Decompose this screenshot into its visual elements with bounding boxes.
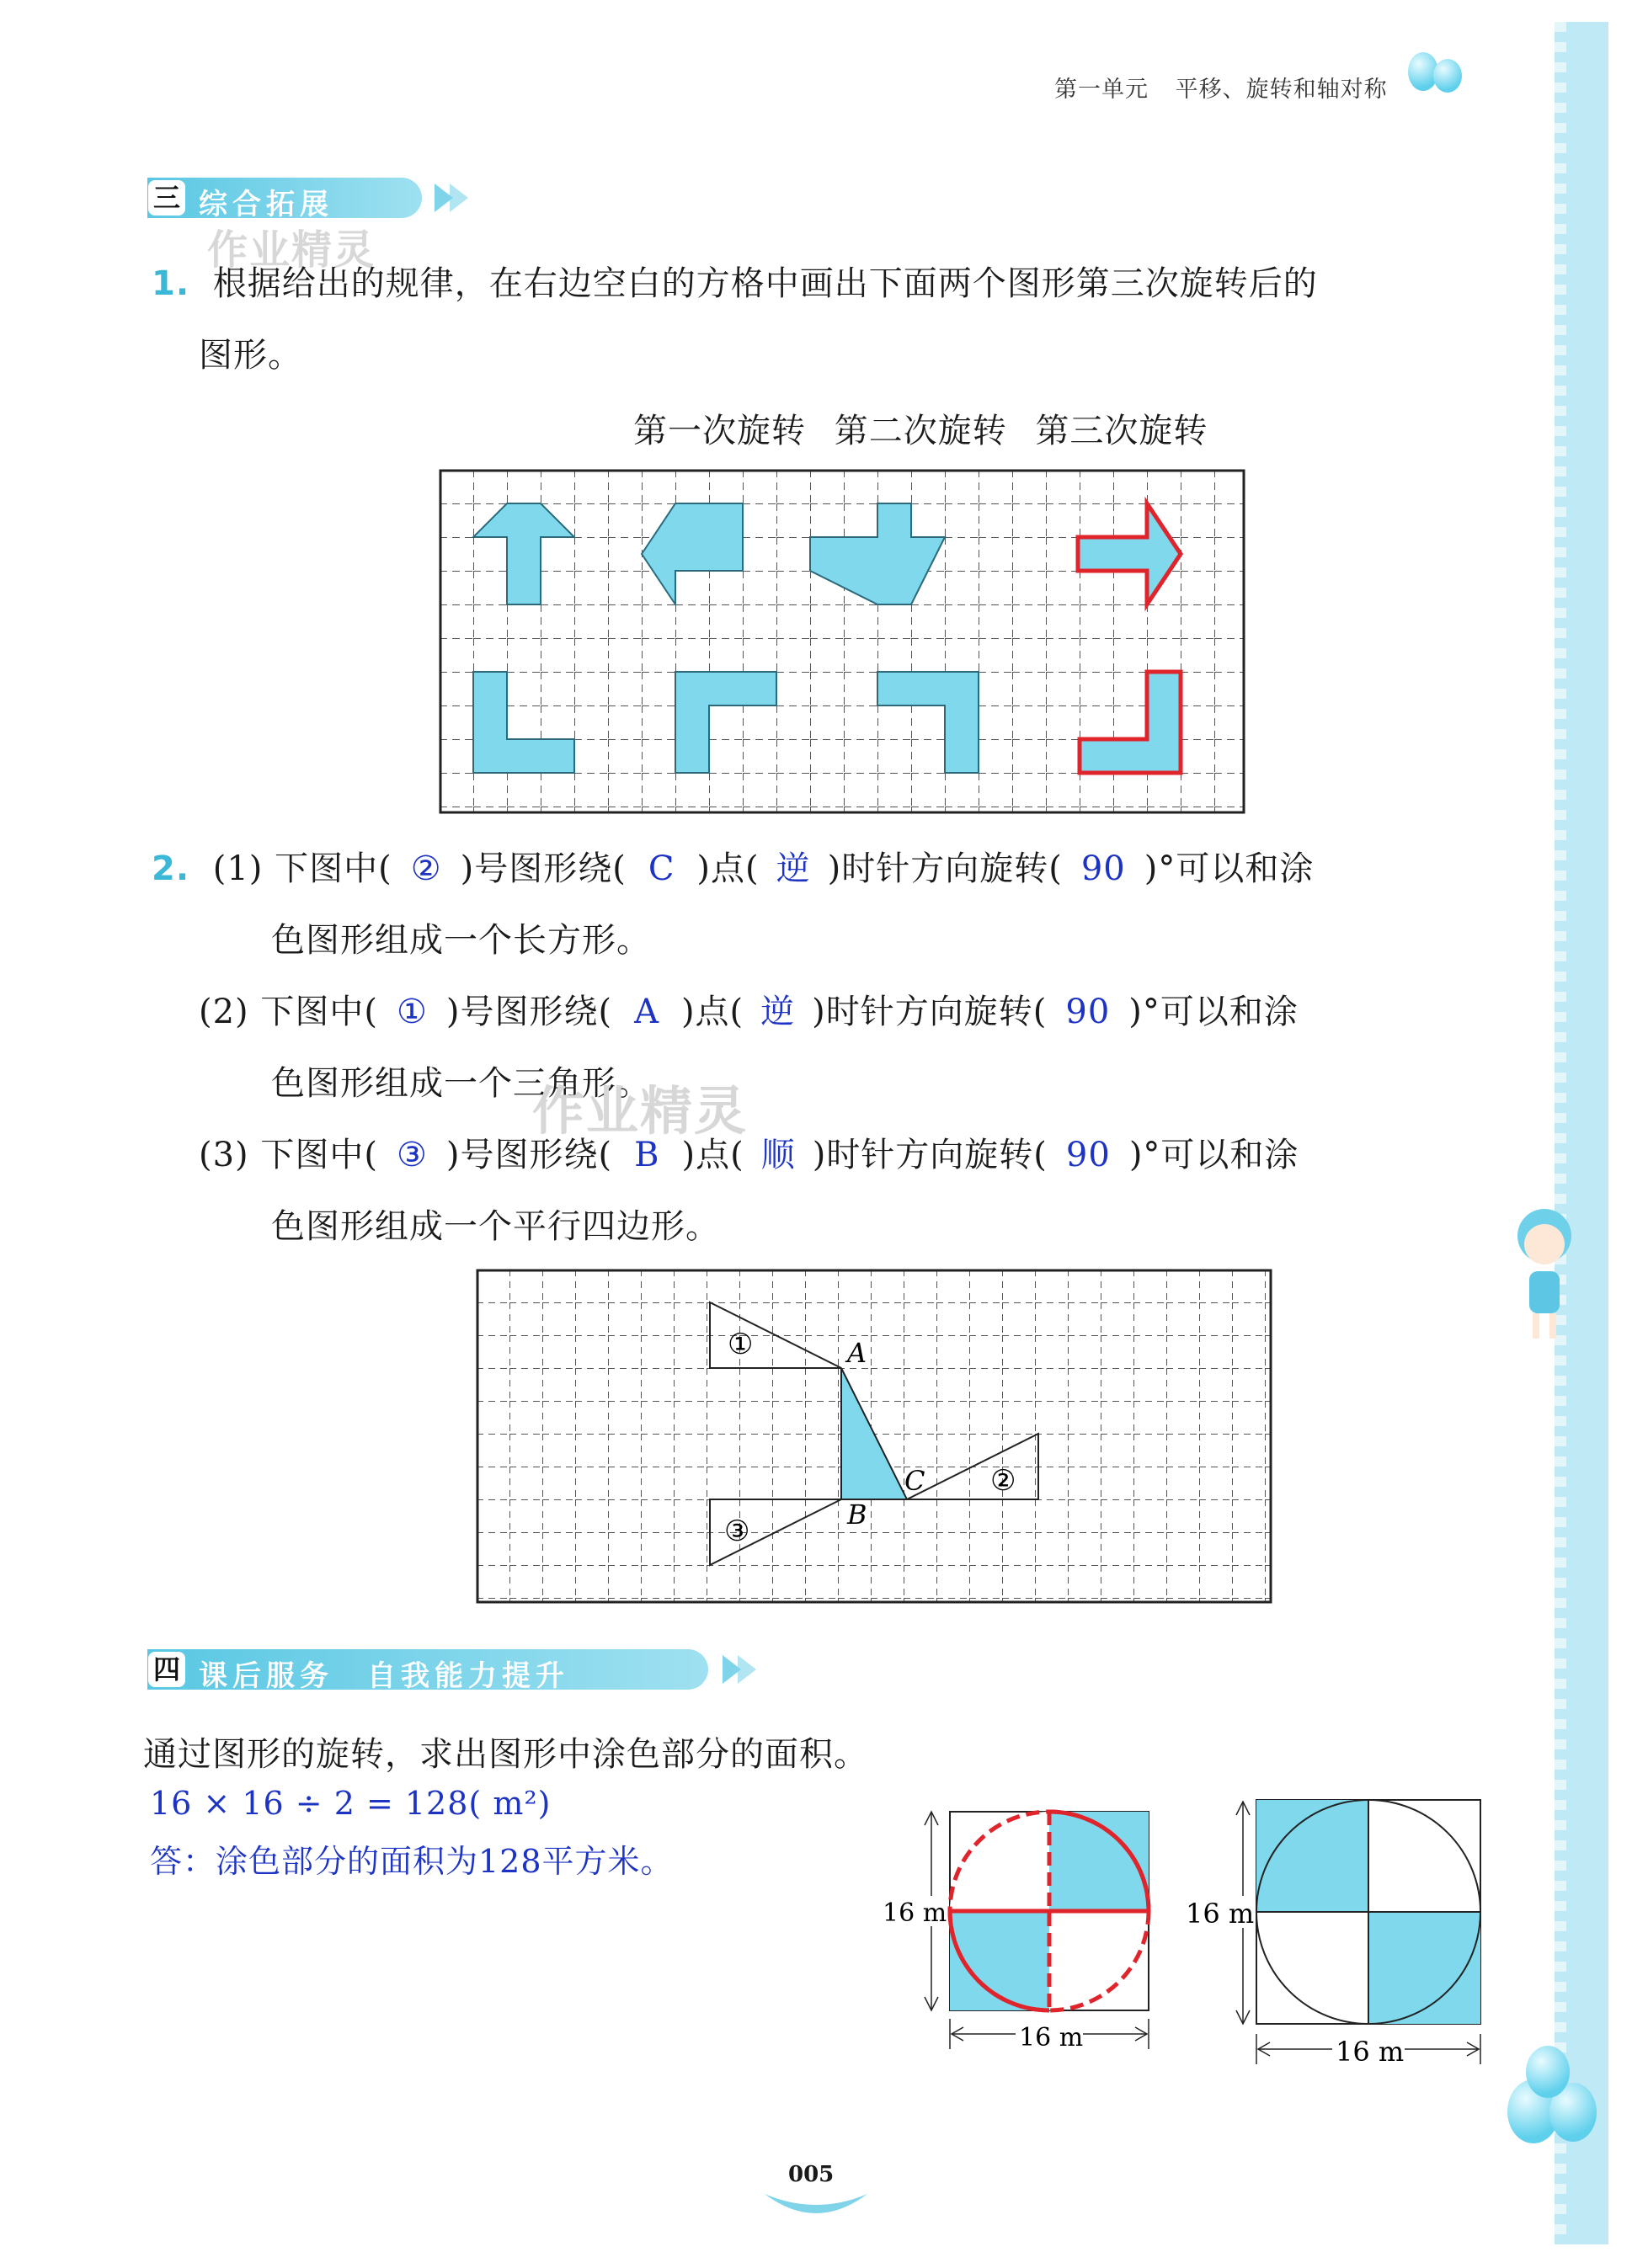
col-second-rotation: 第二次旋转 [834, 412, 1007, 450]
q3-answer-text: 答：涂色部分的面积为128平方米。 [150, 1843, 674, 1880]
q3-answer-calc: 16 × 16 ÷ 2 = 128( m²) [150, 1785, 552, 1822]
section-4-banner [145, 1647, 711, 1692]
q2-p2-label: (2) 下图中( [199, 993, 378, 1031]
label-2: ② [990, 1464, 1016, 1498]
q2-p2-t3: )时针方向旋转( [812, 993, 1048, 1031]
square-circle-figure-1 [876, 1808, 1162, 2061]
q2-part1-line2: 色图形组成一个长方形。 [271, 921, 651, 960]
label-3: ③ [724, 1515, 750, 1548]
q2-p1-label: (1) 下图中( [212, 849, 392, 888]
q1-line1 [152, 257, 1318, 305]
balloon-icon [1526, 2046, 1570, 2098]
col-first-rotation: 第一次旋转 [633, 412, 806, 450]
q2-p1-answer-direction: 逆 [776, 849, 811, 888]
balloon-icon [1433, 59, 1462, 93]
q1-line2: 图形。 [199, 336, 302, 375]
section-4-title: 课后服务 自我能力提升 [199, 1659, 569, 1693]
square-circle-figure-2 [1179, 1797, 1492, 2076]
q2-p3-answer-angle: 90 [1065, 1136, 1111, 1174]
col-third-rotation: 第三次旋转 [1035, 412, 1208, 450]
q2-p3-answer-shape: ③ [396, 1136, 428, 1174]
q2-p2-answer-direction: 逆 [760, 993, 796, 1031]
fig1-side-label: 16 m [883, 1898, 947, 1928]
q2-number: 2. [152, 849, 190, 888]
q2-p2-t4: )°可以和涂 [1128, 993, 1299, 1031]
q2-p1-answer-point: C [648, 849, 675, 888]
page-number: 005 [788, 2162, 835, 2187]
watermark: 作业精灵 [532, 1080, 749, 1142]
header-unit: 第一单元 [1054, 77, 1149, 103]
q1-number: 1. [152, 264, 190, 303]
fig2-side-label: 16 m [1186, 1898, 1255, 1930]
rotation-headers [633, 404, 1208, 452]
rotation-points-diagram [477, 1270, 1272, 1603]
q2-p3-t2: )点( [681, 1136, 744, 1174]
q2-p3-t3: )时针方向旋转( [812, 1136, 1048, 1174]
q2-part1-line1 [152, 842, 1314, 890]
q2-part2-line2: 色图形组成一个三角形。 [271, 1064, 651, 1103]
q2-part3-line2: 色图形组成一个平行四边形。 [271, 1207, 720, 1246]
q2-p3-t1: )号图形绕( [445, 1136, 613, 1174]
q1-text: 根据给出的规律，在右边空白的方格中画出下面两个图形第三次旋转后的 [212, 264, 1318, 303]
q2-p3-answer-direction: 顺 [760, 1136, 796, 1174]
section-3-number: 三 [148, 180, 185, 216]
q2-p1-t1: )号图形绕( [460, 849, 627, 888]
section-3-banner [145, 175, 424, 221]
q2-p2-t1: )号图形绕( [445, 993, 613, 1031]
q2-p2-answer-angle: 90 [1065, 993, 1111, 1031]
rotation-grid [440, 470, 1245, 813]
q2-p2-answer-point: A [634, 993, 659, 1031]
point-B: B [847, 1499, 867, 1531]
section-4-number: 四 [148, 1652, 185, 1687]
watermark: 作业精灵 [207, 226, 376, 274]
header-topic: 平移、旋转和轴对称 [1175, 77, 1388, 103]
q2-p1-answer-angle: 90 [1080, 849, 1126, 888]
q2-p3-answer-point: B [634, 1136, 660, 1174]
arrow-icon [738, 1655, 756, 1684]
q2-p1-t3: )时针方向旋转( [827, 849, 1063, 888]
fig1-bottom-label: 16 m [1019, 2023, 1084, 2052]
q2-p2-t2: )点( [680, 993, 744, 1031]
q2-p1-answer-shape: ② [410, 849, 442, 888]
fig2-bottom-label: 16 m [1336, 2036, 1405, 2068]
section-3-title: 综合拓展 [199, 188, 333, 221]
side-decoration-strip [1555, 22, 1608, 2244]
running-header [1054, 71, 1388, 104]
q3-prompt: 通过图形的旋转，求出图形中涂色部分的面积。 [143, 1735, 868, 1774]
page-number-decoration [761, 2191, 871, 2224]
q2-p3-label: (3) 下图中( [199, 1136, 378, 1174]
q2-p1-t4: )°可以和涂 [1144, 849, 1315, 888]
q2-part2-line1 [199, 985, 1299, 1033]
arrow-icon [450, 184, 468, 212]
point-C: C [904, 1465, 925, 1497]
q2-p1-t2: )点( [696, 849, 760, 888]
q2-p2-answer-shape: ① [396, 993, 428, 1031]
label-1: ① [728, 1328, 754, 1361]
point-A: A [847, 1337, 867, 1369]
q2-p3-t4: )°可以和涂 [1128, 1136, 1299, 1174]
girl-illustration [1507, 1202, 1583, 1354]
q2-part3-line1 [199, 1128, 1299, 1176]
